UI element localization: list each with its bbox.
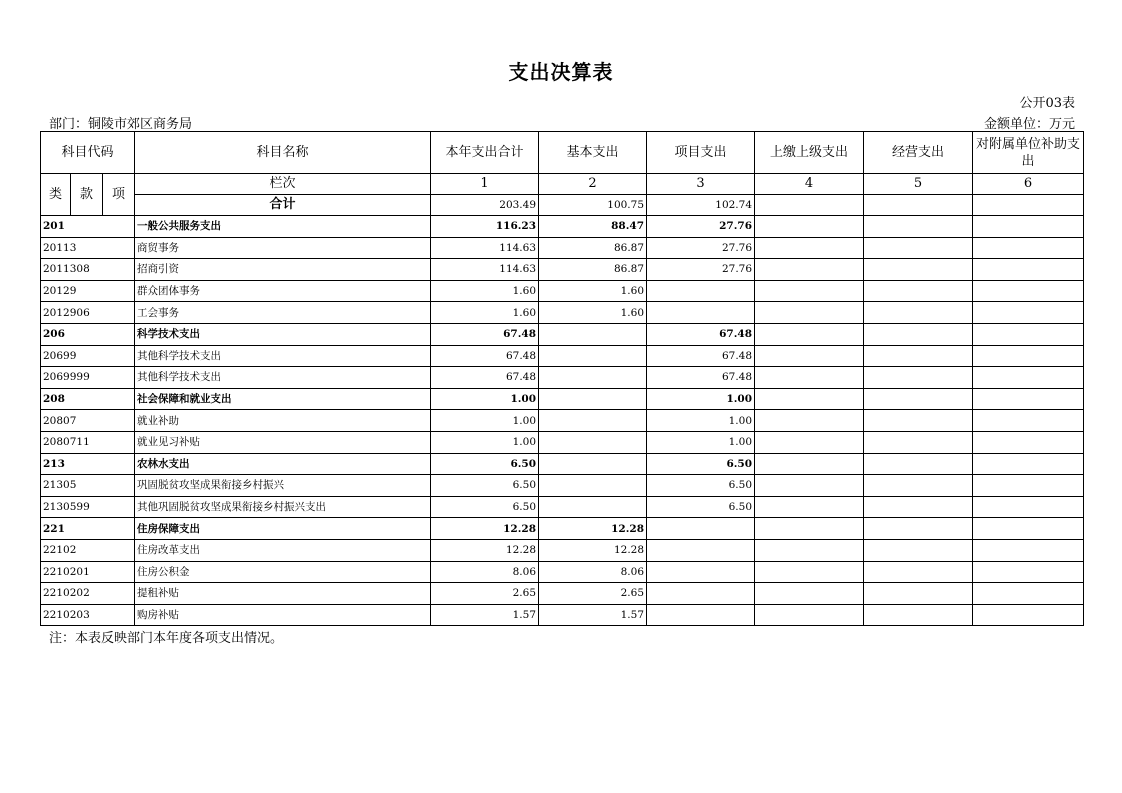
cell-total: 1.00 xyxy=(431,431,539,453)
header-total: 本年支出合计 xyxy=(431,132,539,174)
subject-name: 社会保障和就业支出 xyxy=(135,388,431,410)
cell-project xyxy=(647,561,755,583)
cell-subsidy xyxy=(973,345,1084,367)
cell-total: 8.06 xyxy=(431,561,539,583)
cell-basic xyxy=(539,323,647,345)
subject-name: 就业补助 xyxy=(135,410,431,432)
cell-project xyxy=(647,302,755,324)
cell-basic xyxy=(539,496,647,518)
cell-business xyxy=(864,539,973,561)
cell-upper xyxy=(755,583,864,605)
subject-name: 商贸事务 xyxy=(135,237,431,259)
cell-basic: 12.28 xyxy=(539,539,647,561)
cell-upper xyxy=(755,453,864,475)
table-row xyxy=(41,518,1084,540)
table-row xyxy=(41,302,1084,324)
cell-total: 1.57 xyxy=(431,604,539,626)
cell-total: 6.50 xyxy=(431,475,539,497)
table-row xyxy=(41,410,1084,432)
subject-code: 208 xyxy=(41,388,135,410)
table-row xyxy=(41,388,1084,410)
cell-total: 1.60 xyxy=(431,302,539,324)
total-project: 102.74 xyxy=(647,195,755,216)
table-note: 注：本表反映部门本年度各项支出情况。 xyxy=(49,631,284,646)
subject-code: 2210203 xyxy=(41,604,135,626)
cell-project: 6.50 xyxy=(647,453,755,475)
table-row xyxy=(41,345,1084,367)
col-index-2: 2 xyxy=(539,174,647,195)
cell-project: 6.50 xyxy=(647,475,755,497)
col-index-4: 4 xyxy=(755,174,864,195)
cell-upper xyxy=(755,496,864,518)
cell-total: 116.23 xyxy=(431,216,539,238)
subject-code: 201 xyxy=(41,216,135,238)
subject-name: 其他科学技术支出 xyxy=(135,345,431,367)
header-kuan: 款 xyxy=(71,174,103,216)
cell-project xyxy=(647,280,755,302)
cell-project xyxy=(647,518,755,540)
total-business xyxy=(864,195,973,216)
subject-name: 群众团体事务 xyxy=(135,280,431,302)
cell-subsidy xyxy=(973,367,1084,389)
cell-project: 27.76 xyxy=(647,237,755,259)
subject-code: 213 xyxy=(41,453,135,475)
cell-business xyxy=(864,604,973,626)
cell-basic xyxy=(539,388,647,410)
cell-subsidy xyxy=(973,561,1084,583)
cell-business xyxy=(864,518,973,540)
subject-name: 其他巩固脱贫攻坚成果衔接乡村振兴支出 xyxy=(135,496,431,518)
total-label: 合计 xyxy=(135,195,431,216)
total-subsidy xyxy=(973,195,1084,216)
subject-name: 一般公共服务支出 xyxy=(135,216,431,238)
total-upper xyxy=(755,195,864,216)
cell-upper xyxy=(755,561,864,583)
cell-business xyxy=(864,453,973,475)
table-row xyxy=(41,323,1084,345)
subject-code: 206 xyxy=(41,323,135,345)
cell-basic: 2.65 xyxy=(539,583,647,605)
cell-business xyxy=(864,302,973,324)
cell-business xyxy=(864,323,973,345)
table-row xyxy=(41,583,1084,605)
page-title: 支出决算表 xyxy=(508,60,614,84)
subject-name: 招商引资 xyxy=(135,259,431,281)
cell-subsidy xyxy=(973,280,1084,302)
cell-basic: 86.87 xyxy=(539,237,647,259)
table-row xyxy=(41,496,1084,518)
cell-basic xyxy=(539,475,647,497)
table-row xyxy=(41,280,1084,302)
cell-total: 114.63 xyxy=(431,237,539,259)
cell-subsidy xyxy=(973,518,1084,540)
table-row xyxy=(41,216,1084,238)
cell-business xyxy=(864,280,973,302)
col-index-1: 1 xyxy=(431,174,539,195)
col-index-3: 3 xyxy=(647,174,755,195)
cell-upper xyxy=(755,475,864,497)
subject-name: 提租补贴 xyxy=(135,583,431,605)
subject-name: 就业见习补贴 xyxy=(135,431,431,453)
cell-total: 114.63 xyxy=(431,259,539,281)
cell-basic: 88.47 xyxy=(539,216,647,238)
cell-total: 67.48 xyxy=(431,345,539,367)
subject-name: 农林水支出 xyxy=(135,453,431,475)
cell-basic xyxy=(539,410,647,432)
subject-name: 科学技术支出 xyxy=(135,323,431,345)
column-index-row xyxy=(41,174,1084,195)
subject-name: 其他科学技术支出 xyxy=(135,367,431,389)
header-upper: 上缴上级支出 xyxy=(755,132,864,174)
header-code: 科目代码 xyxy=(41,132,135,174)
cell-business xyxy=(864,345,973,367)
cell-business xyxy=(864,367,973,389)
cell-project: 67.48 xyxy=(647,367,755,389)
cell-subsidy xyxy=(973,475,1084,497)
total-sum: 203.49 xyxy=(431,195,539,216)
cell-project: 27.76 xyxy=(647,259,755,281)
cell-project: 67.48 xyxy=(647,323,755,345)
cell-upper xyxy=(755,345,864,367)
table-row xyxy=(41,237,1084,259)
table-row xyxy=(41,539,1084,561)
col-index-6: 6 xyxy=(973,174,1084,195)
subject-code: 20113 xyxy=(41,237,135,259)
cell-project xyxy=(647,604,755,626)
subject-code: 2210202 xyxy=(41,583,135,605)
cell-basic: 1.57 xyxy=(539,604,647,626)
subject-name: 购房补贴 xyxy=(135,604,431,626)
cell-business xyxy=(864,237,973,259)
department-label: 部门：铜陵市郊区商务局 xyxy=(49,117,193,132)
subject-code: 2130599 xyxy=(41,496,135,518)
header-name: 科目名称 xyxy=(135,132,431,174)
subject-name: 巩固脱贫攻坚成果衔接乡村振兴 xyxy=(135,475,431,497)
subject-name: 住房保障支出 xyxy=(135,518,431,540)
cell-upper xyxy=(755,518,864,540)
cell-total: 12.28 xyxy=(431,539,539,561)
cell-project: 27.76 xyxy=(647,216,755,238)
cell-subsidy xyxy=(973,237,1084,259)
table-row xyxy=(41,604,1084,626)
table-row xyxy=(41,561,1084,583)
cell-upper xyxy=(755,604,864,626)
cell-basic: 1.60 xyxy=(539,302,647,324)
header-business: 经营支出 xyxy=(864,132,973,174)
cell-upper xyxy=(755,388,864,410)
header-subsidy: 对附属单位补助支出 xyxy=(973,132,1084,174)
cell-subsidy xyxy=(973,302,1084,324)
cell-total: 67.48 xyxy=(431,323,539,345)
cell-upper xyxy=(755,302,864,324)
cell-business xyxy=(864,583,973,605)
cell-project xyxy=(647,539,755,561)
cell-project: 1.00 xyxy=(647,410,755,432)
cell-basic: 12.28 xyxy=(539,518,647,540)
cell-total: 1.00 xyxy=(431,388,539,410)
subject-code: 20807 xyxy=(41,410,135,432)
cell-subsidy xyxy=(973,496,1084,518)
subject-code: 2210201 xyxy=(41,561,135,583)
total-basic: 100.75 xyxy=(539,195,647,216)
cell-business xyxy=(864,475,973,497)
subject-code: 2069999 xyxy=(41,367,135,389)
subject-code: 2011308 xyxy=(41,259,135,281)
header-lei: 类 xyxy=(41,174,71,216)
cell-total: 67.48 xyxy=(431,367,539,389)
header-row xyxy=(41,132,1084,174)
cell-business xyxy=(864,216,973,238)
cell-basic: 86.87 xyxy=(539,259,647,281)
cell-upper xyxy=(755,237,864,259)
cell-basic xyxy=(539,345,647,367)
cell-business xyxy=(864,410,973,432)
form-code: 公开03表 xyxy=(1019,96,1075,111)
cell-subsidy xyxy=(973,431,1084,453)
cell-business xyxy=(864,496,973,518)
cell-project: 67.48 xyxy=(647,345,755,367)
table-row xyxy=(41,431,1084,453)
cell-basic xyxy=(539,431,647,453)
cell-upper xyxy=(755,259,864,281)
subject-code: 2080711 xyxy=(41,431,135,453)
subject-code: 20129 xyxy=(41,280,135,302)
cell-upper xyxy=(755,539,864,561)
subject-name: 住房公积金 xyxy=(135,561,431,583)
cell-upper xyxy=(755,431,864,453)
cell-upper xyxy=(755,323,864,345)
cell-upper xyxy=(755,410,864,432)
cell-total: 1.00 xyxy=(431,410,539,432)
header-basic: 基本支出 xyxy=(539,132,647,174)
cell-business xyxy=(864,388,973,410)
cell-subsidy xyxy=(973,583,1084,605)
header-lanci: 栏次 xyxy=(135,174,431,195)
cell-basic: 1.60 xyxy=(539,280,647,302)
cell-upper xyxy=(755,280,864,302)
table-row xyxy=(41,453,1084,475)
cell-upper xyxy=(755,367,864,389)
cell-subsidy xyxy=(973,323,1084,345)
cell-project: 1.00 xyxy=(647,431,755,453)
cell-subsidy xyxy=(973,388,1084,410)
table-row xyxy=(41,259,1084,281)
cell-basic: 8.06 xyxy=(539,561,647,583)
cell-business xyxy=(864,561,973,583)
cell-subsidy xyxy=(973,453,1084,475)
subject-code: 2012906 xyxy=(41,302,135,324)
cell-total: 2.65 xyxy=(431,583,539,605)
cell-basic xyxy=(539,453,647,475)
cell-project: 1.00 xyxy=(647,388,755,410)
total-row xyxy=(41,195,1084,216)
header-project: 项目支出 xyxy=(647,132,755,174)
cell-subsidy xyxy=(973,604,1084,626)
cell-subsidy xyxy=(973,259,1084,281)
subject-code: 21305 xyxy=(41,475,135,497)
table-row xyxy=(41,367,1084,389)
cell-total: 1.60 xyxy=(431,280,539,302)
amount-unit-label: 金额单位：万元 xyxy=(983,117,1075,132)
cell-total: 6.50 xyxy=(431,453,539,475)
table-row xyxy=(41,475,1084,497)
subject-code: 221 xyxy=(41,518,135,540)
cell-project: 6.50 xyxy=(647,496,755,518)
subject-code: 20699 xyxy=(41,345,135,367)
cell-project xyxy=(647,583,755,605)
subject-name: 工会事务 xyxy=(135,302,431,324)
expenditure-table xyxy=(40,131,1084,626)
header-xiang: 项 xyxy=(103,174,135,216)
subject-code: 22102 xyxy=(41,539,135,561)
subject-name: 住房改革支出 xyxy=(135,539,431,561)
cell-total: 12.28 xyxy=(431,518,539,540)
cell-subsidy xyxy=(973,539,1084,561)
cell-business xyxy=(864,259,973,281)
cell-basic xyxy=(539,367,647,389)
cell-subsidy xyxy=(973,410,1084,432)
cell-subsidy xyxy=(973,216,1084,238)
cell-business xyxy=(864,431,973,453)
col-index-5: 5 xyxy=(864,174,973,195)
cell-upper xyxy=(755,216,864,238)
cell-total: 6.50 xyxy=(431,496,539,518)
